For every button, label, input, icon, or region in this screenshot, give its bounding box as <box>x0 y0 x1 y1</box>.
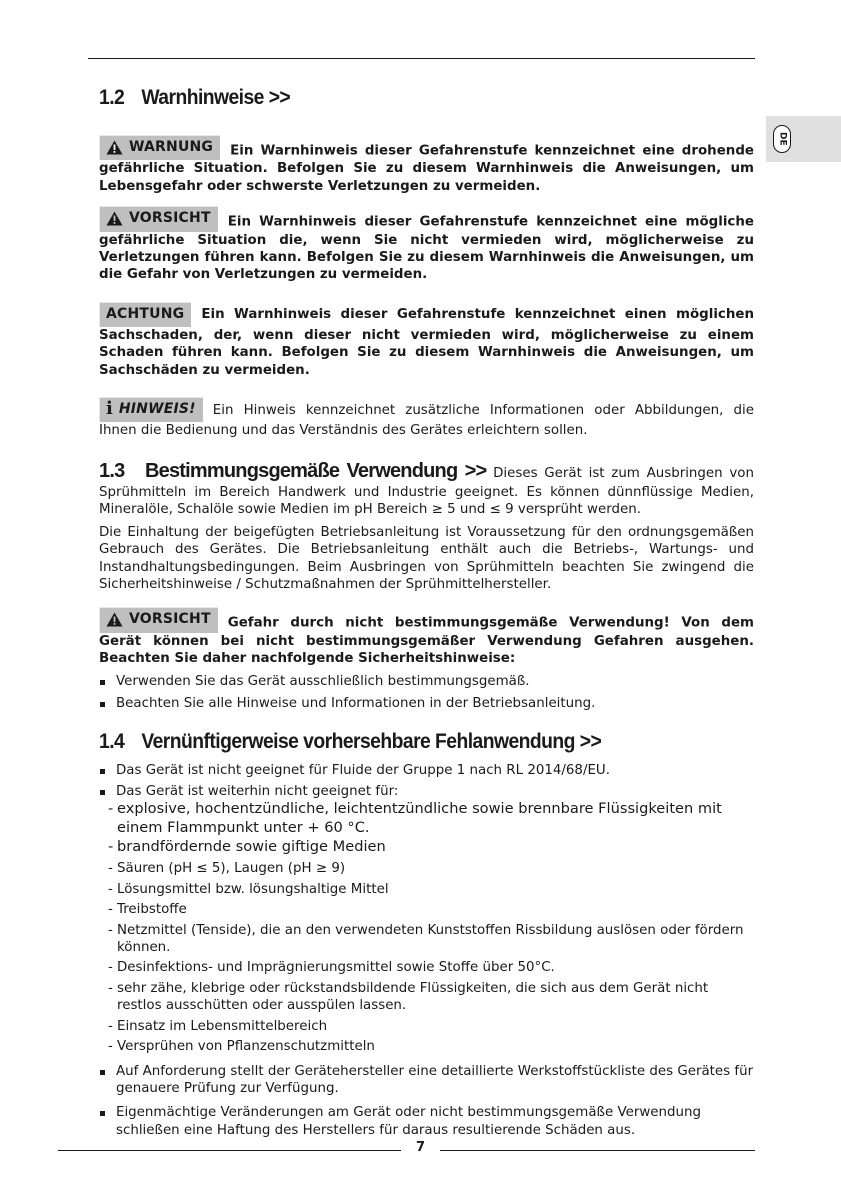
usage-bullet-list <box>99 673 754 712</box>
list-item: - Treibstoffe <box>108 901 754 918</box>
section-1-3-intro: 1.3 Bestimmungsgemäße Verwendung >> Dieses Gerät ist zum Ausbringen von Sprühmitteln im Bereich Handwerk und Industrie geeignet. Es können dünnflüssige Medien, Mineralöle, Schalöle sowie Medien im pH Bereich ≥ 5 und ≤ 9 versprüht werden. <box>99 459 754 518</box>
language-tab <box>766 116 841 162</box>
list-item: Das Gerät ist weiterhin nicht geeignet für: - explosive, hochentzündliche, leichtentzündliche sowie brennbare Flüssigkeiten mit einem Flammpunkt unter + 60 °C. - brandfördernde sowie giftige Medien - Säuren (pH ≤ 5), Laugen (pH ≥ 9) - Lösungsmittel bzw. lösungshaltige Mittel - Treibstoffe - Netzmittel (Tenside), die an den verwendeten Kunststoffen Rissbildung auslösen oder fördern können. - Desinfektions- und Imprägnierungsmittel sowie Stoffe über 50°C. - sehr zähe, klebrige oder rückstandsbildende Flüssigkeiten, die sich aus dem Gerät nicht restlos ausschütten oder ausspülen lassen. - Einsatz im Lebensmittelbereich - Versprühen von Pflanzenschutzmitteln <box>99 783 754 1056</box>
hinweis-notice: i HINWEIS! Ein Hinweis kennzeichnet zusätzliche Informationen oder Abbildungen, die Ihnen die Bedienung und das Verständnis des Gerätes erleichtern sollen. <box>99 398 754 439</box>
list-item: - Versprühen von Pflanzenschutzmitteln <box>108 1038 754 1055</box>
list-item: Verwenden Sie das Gerät ausschließlich bestimmungsgemäß. <box>99 673 754 690</box>
list-item: - explosive, hochentzündliche, leichtentzündliche sowie brennbare Flüssigkeiten mit einem Flammpunkt unter + 60 °C. <box>108 800 754 838</box>
unsuitable-media-list <box>108 800 754 1055</box>
language-label: DE <box>777 132 788 146</box>
list-item: Auf Anforderung stellt der Gerätehersteller eine detaillierte Werkstoffstückliste des Gerätes für genauere Prüfung zur Verfügung. <box>99 1063 754 1098</box>
warnung-badge: WARNUNG <box>99 135 220 160</box>
footer-rule-right <box>440 1150 755 1151</box>
section-heading-1-2: 1.2 Warnhinweise >> <box>99 86 291 109</box>
list-item: Eigenmächtige Veränderungen am Gerät oder nicht bestimmungsgemäße Verwendung schließen eine Haftung des Herstellers für daraus resultierende Schäden aus. <box>99 1104 754 1139</box>
section-heading-1-4: 1.4 Vernünftigerweise vorhersehbare Fehlanwendung >> <box>99 730 602 754</box>
achtung-badge: ACHTUNG <box>99 302 191 327</box>
warnung-notice: WARNUNG Ein Warnhinweis dieser Gefahrenstufe kennzeichnet eine drohende gefährliche Situation. Befolgen Sie zu diesem Warnhinweis die Anweisungen, um Lebensgefahr oder schwerste Verletzungen zu vermeiden. <box>99 135 754 195</box>
section-heading-1-3: 1.3 Bestimmungsgemäße Verwendung >> <box>99 459 487 482</box>
vorsicht-badge: VORSICHT <box>99 607 218 632</box>
list-item: Das Gerät ist nicht geeignet für Fluide der Gruppe 1 nach RL 2014/68/EU. <box>99 762 754 779</box>
section-1-3-paragraph: Die Einhaltung der beigefügten Betriebsanleitung ist Voraussetzung für den ordnungsgemäßen Gebrauch des Gerätes. Die Betriebsanleitung enthält auch die Betriebs-, Wartungs- und Instandhaltungsbedingungen. Beim Ausbringen von Sprühmitteln beachten Sie zwingend die Sicherheitshinweise / Schutzmaßnahmen der Sprühmittelhersteller. <box>99 524 754 592</box>
achtung-notice: ACHTUNG Ein Warnhinweis dieser Gefahrenstufe kennzeichnet einen möglichen Sachschaden, der, wenn dieser nicht vermieden wird, möglicherweise zu einem Schaden führen kann. Befolgen Sie zu diesem Warnhinweis die Anweisungen, um Sachschäden zu vermeiden. <box>99 302 754 379</box>
vorsicht-badge: VORSICHT <box>99 206 218 231</box>
list-item: Beachten Sie alle Hinweise und Informationen in der Betriebsanleitung. <box>99 695 754 712</box>
vorsicht-notice: VORSICHT Ein Warnhinweis dieser Gefahrenstufe kennzeichnet eine mögliche gefährliche Situation die, wenn Sie nicht vermieden wird, möglicherweise zu Verletzungen führen kann. Befolgen Sie zu diesem Warnhinweis die Anweisungen, um die Gefahr von Verletzungen zu vermeiden. <box>99 206 754 283</box>
hinweis-badge: i HINWEIS! <box>99 397 203 422</box>
page-footer <box>0 1140 841 1160</box>
page-content <box>99 84 754 1139</box>
list-item: - brandfördernde sowie giftige Medien <box>108 838 754 857</box>
language-badge <box>773 125 791 153</box>
warning-triangle-icon <box>106 211 123 226</box>
header-rule <box>88 58 755 59</box>
list-item: - Säuren (pH ≤ 5), Laugen (pH ≥ 9) <box>108 860 754 877</box>
warning-triangle-icon <box>106 612 123 627</box>
footer-rule-left <box>58 1150 401 1151</box>
vorsicht-notice-usage: VORSICHT Gefahr durch nicht bestimmungsgemäße Verwendung! Von dem Gerät können bei nicht bestimmungsgemäßer Verwendung Gefahren ausgehen. Beachten Sie daher nachfolgende Sicherheitshinweise: <box>99 607 754 667</box>
list-item: - sehr zähe, klebrige oder rückstandsbildende Flüssigkeiten, die sich aus dem Gerät nicht restlos ausschütten oder ausspülen lassen. <box>108 980 754 1015</box>
list-item: - Netzmittel (Tenside), die an den verwendeten Kunststoffen Rissbildung auslösen oder fördern können. <box>108 922 754 957</box>
warning-triangle-icon <box>106 140 123 155</box>
list-item: - Desinfektions- und Imprägnierungsmittel sowie Stoffe über 50°C. <box>108 959 754 976</box>
info-icon: i <box>106 398 113 420</box>
misuse-bullet-list <box>99 762 754 1140</box>
list-item: - Lösungsmittel bzw. lösungshaltige Mittel <box>108 881 754 898</box>
page-number: 7 <box>415 1140 426 1155</box>
list-item: - Einsatz im Lebensmittelbereich <box>108 1018 754 1035</box>
